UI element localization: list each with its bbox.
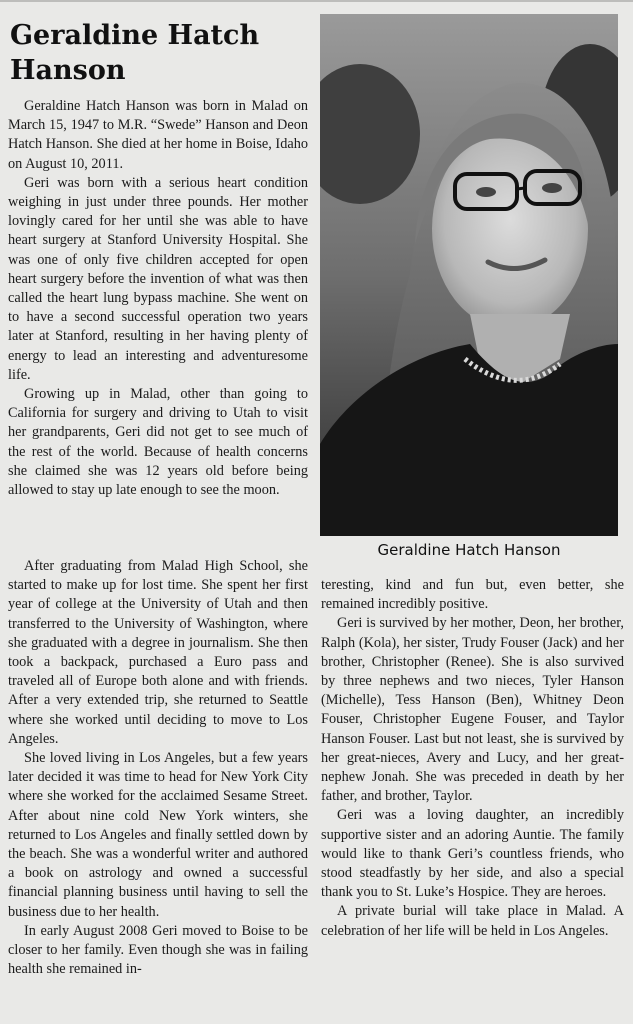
- column-1: [8, 97, 308, 500]
- paragraph-thanks: Geri was a loving daughter, an incredibly supportive sister and an adoring Auntie. The family would like to thank Geri’s countless friends, who stood steadfastly by her side, and also a special thank you to St. Luke’s Hospice. They are heroes.: [321, 807, 624, 901]
- title-line-2: Hanson: [10, 55, 126, 86]
- portrait-photo: [320, 14, 618, 536]
- paragraph-boise: In early August 2008 Geri moved to Boise to be closer to her family. Even though she was in failing health she remained in-: [8, 922, 308, 978]
- paragraph-survivors: Geri is survived by her mother, Deon, her brother, Ralph (Kola), her sister, Trudy Fouser (Jack) and her brother, Christopher (Renee). She is also survived by three nephews and two nieces, Tyler Hanson (Michelle), Tess Hanson (Ben), Whitney Deon Fouser, Christopher Eugene Fouser, and Taylor Hanson Fouser. Last but not least, she is survived by her great-nieces, Avery and Lucy, and her great-nephew Jonah. She was preceded in death by her father, and brother, Taylor.: [321, 615, 624, 805]
- column-3: [321, 576, 624, 941]
- paragraph-growing-up: Growing up in Malad, other than going to California for surgery and driving to Utah to visit her grandparents, Geri did not get to see much of the rest of the world. Because of health concerns she claimed she was 12 years old before being allowed to stay up late enough to see the moon.: [8, 386, 308, 499]
- paragraph-heart-condition: Geri was born with a serious heart condition weighing in just under three pounds. Her mother lovingly cared for her until she was able to have heart surgery at Stanford University Hospital. She was one of only five children accepted for open heart surgery before the invention of what was then called the heart lung bypass machine. She went on to have a second successful operation two years later at Stanford, resulting in her having plenty of energy to lead an interesting and adventuresome life.: [8, 174, 308, 383]
- obituary-title: [10, 18, 310, 88]
- column-2: [8, 557, 308, 979]
- paragraph-college-travel: After graduating from Malad High School, she started to make up for lost time. She spent her first year of college at the University of Utah and then transferred to the University of Washington, where she graduated with a degree in journalism. She then took a backpack, purchased a Euro pass and traveled all of Europe both alone and with friends. After a very extended trip, she returned to Seattle where she worked until deciding to move to Los Angeles.: [8, 558, 308, 747]
- paragraph-continuation: teresting, kind and fun but, even better, she remained incredibly positive.: [321, 577, 624, 613]
- photo-caption: Geraldine Hatch Hanson: [377, 541, 561, 559]
- title-line-1: Geraldine Hatch: [10, 20, 260, 51]
- paragraph-birth: Geraldine Hatch Hanson was born in Malad on March 15, 1947 to M.R. “Swede” Hanson and Deon Hatch Hanson. She died at her home in Boise, Idaho on August 10, 2011.: [8, 98, 308, 172]
- paragraph-burial: A private burial will take place in Malad. A celebration of her life will be held in Los Angeles.: [321, 903, 624, 939]
- paragraph-los-angeles-new-york: She loved living in Los Angeles, but a few years later decided it was time to head for New York City where she worked for the acclaimed Sesame Street. After about nine cold New York winters, she returned to Los Angeles and finally settled down by the beach. She was a wonderful writer and authored a book on astrology and owned a successful financial planning business until having to sell the business due to her health.: [8, 750, 308, 920]
- page-top-rule: [0, 0, 633, 2]
- portrait-illustration: [320, 14, 618, 536]
